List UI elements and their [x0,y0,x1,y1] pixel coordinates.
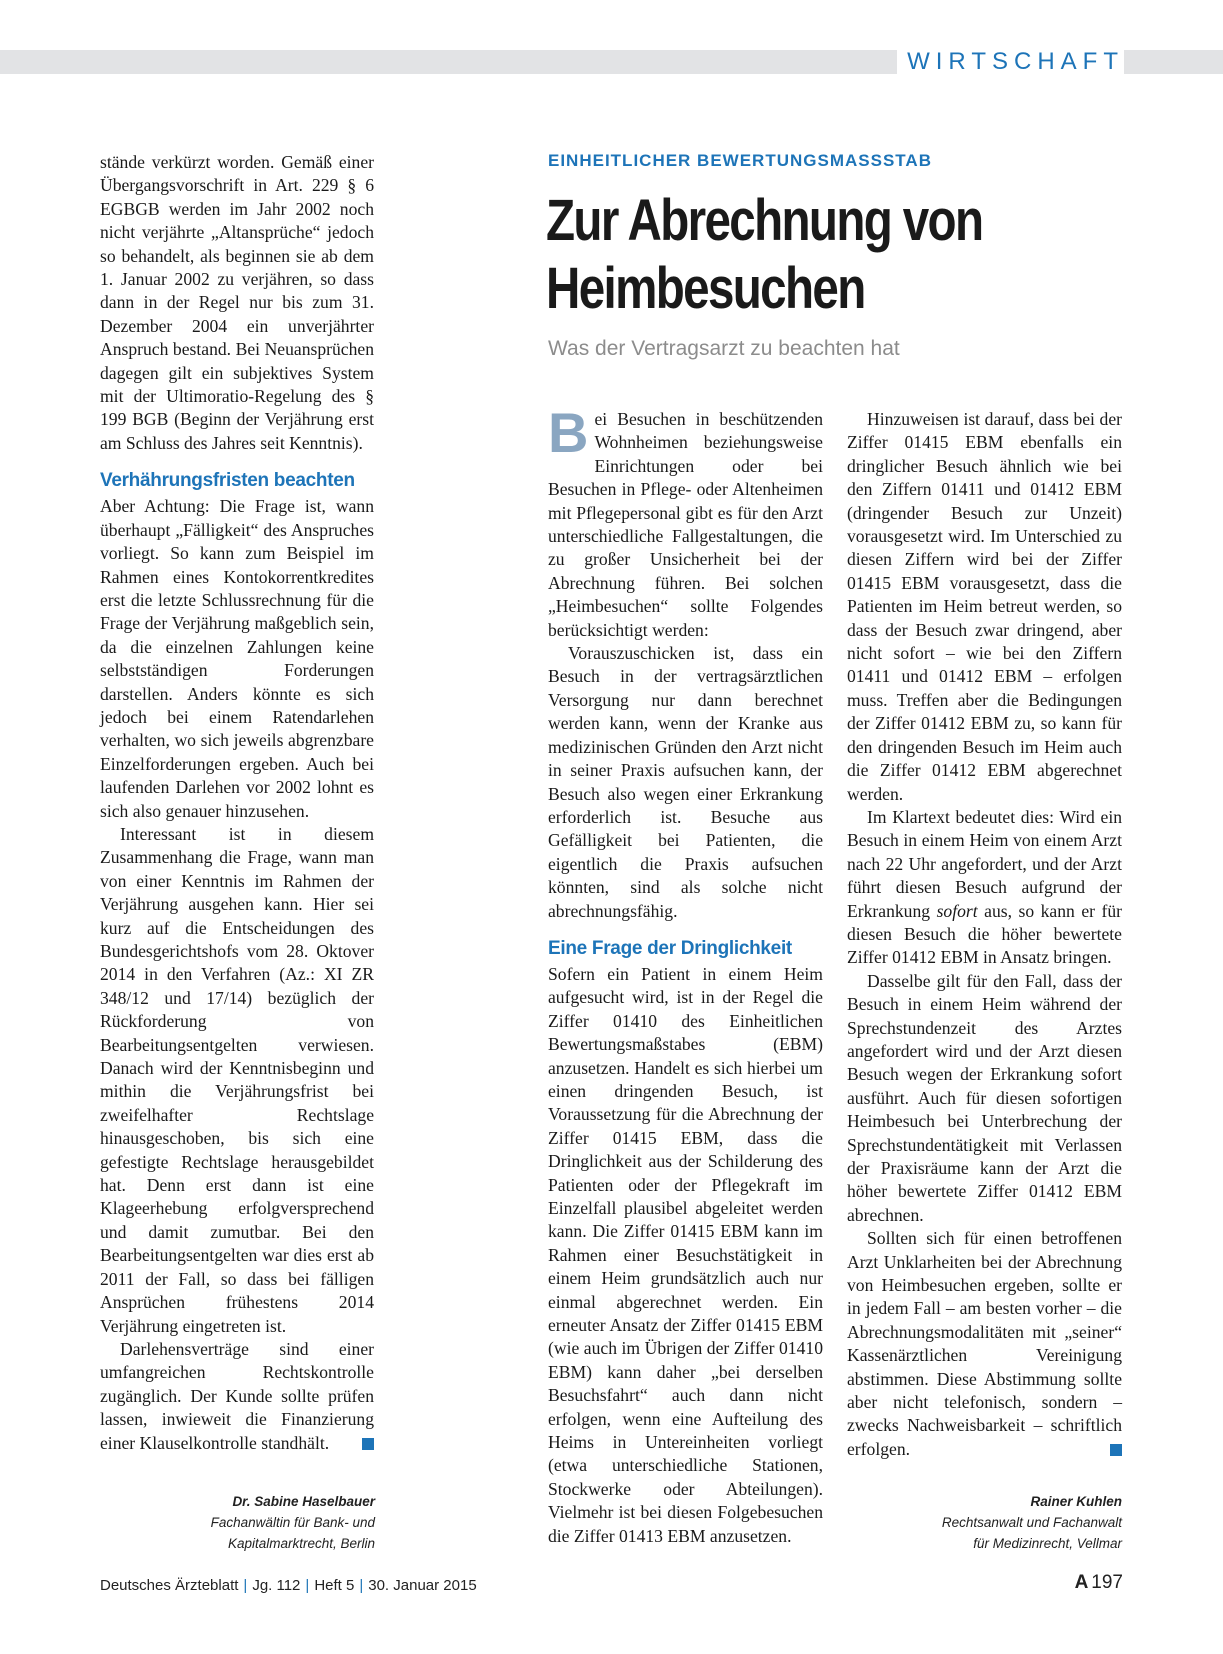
journal-issue: Heft 5 [314,1577,355,1594]
subheading: Eine Frage der Dringlichkeit [548,937,792,959]
page-number-value: 197 [1091,1572,1123,1593]
article-column-right [847,408,1122,1461]
author-name: Dr. Sabine Haselbauer [232,1494,375,1509]
paragraph-text: aus, so kann er für diesen Besuch die höher bewertete Ziffer 01412 EBM in Ansatz bringen. [847,900,1122,968]
article-deck: Was der Vertragsarzt zu beachten hat [548,337,900,360]
paragraph [847,1227,1122,1461]
separator: | [359,1577,364,1594]
article-kicker: EINHEITLICHER BEWERTUNGSMASSSTAB [548,151,932,170]
page-footer [100,1577,477,1594]
article-column-middle [548,401,823,1548]
paragraph: Sofern ein Patient in einem Heim aufgesucht wird, ist in der Regel die Ziffer 01410 des Einheitlichen Bewertungsmaßstabes (EBM) anzusetzen. Handelt es sich hierbei um einen dringenden Besuch, ist Voraussetzung für die Abrechnung der Ziffer 01415 EBM, dass die Dringlichkeit aus der Schilderung des Patienten oder der Pflegekraft im Einzelfall plausibel abgeleitet werden kann. Die Ziffer 01415 EBM kann im Rahmen einer Besuchstätigkeit in einem Heim grundsätzlich auch nur einmal abgerechnet werden. Ein erneuter Ansatz der Ziffer 01415 EBM (wie auch im Übrigen der Ziffer 01410 EBM) kann daher „bei derselben Besuchsfahrt“ auch dann nicht erfolgen, wenn eine Aufteilung des Heims in Untereinheiten vorliegt (etwa unterschiedliche Stationen, Stockwerke oder Abteilungen). Vielmehr ist bei diesen Folgebesuchen die Ziffer 01413 EBM anzusetzen. [548,963,823,1546]
page-prefix: A [1074,1572,1089,1593]
end-mark-icon [1110,1444,1122,1456]
paragraph: Hinzuweisen ist darauf, dass bei der Ziffer 01415 EBM ebenfalls ein dringlicher Besuch ähnlich wie bei den Ziffern 01411 und 01412 EBM (dringender Besuch zur Unzeit) vorausgesetzt wird. Im Unterschied zu diesen Ziffern wird bei der Ziffer 01415 EBM vorausgesetzt, dass die Patienten im Heim betreut werden, so dass der Besuch zwar dringend, aber nicht sofort – wie bei den Ziffern 01411 und 01412 EBM – erfolgen muss. Treffen aber die Bedingungen der Ziffer 01412 EBM zu, so kann für den dringenden Besuch im Heim auch die Ziffer 01412 EBM abgerechnet werden. [847,409,1122,804]
journal-volume: Jg. 112 [252,1577,301,1594]
headline-line: Heimbesuchen [546,256,865,321]
paragraph: Vorauszuschicken ist, dass ein Besuch in der vertragsärztlichen Versorgung nur dann berechnet werden kann, wenn der Kranke aus medizinischen Gründen den Arzt nicht in seiner Praxis aufsuchen kann, der Besuch also wegen einer Erkrankung erforderlich ist. Besuche aus Gefälligkeit bei Patienten, die eigentlich die Praxis aufsuchen könnten, sind als solche nicht abrechnungsfähig. [548,643,823,921]
subheading: Verhährungsfristen beachten [100,470,355,492]
paragraph-text: ei Besuchen in beschützenden Wohnheimen beziehungsweise Einrichtungen oder bei Besuchen in Pflege- oder Altenheimen mit Pflegepersonal gibt es für den Arzt unterschiedliche Fallgestaltungen, die zu großer Unsicherheit bei der Abrechnung führen. Bei solchen „Heimbesuchen“ sollte Folgendes berücksichtigt werden: [548,409,823,640]
paragraph: Aber Achtung: Die Frage ist, wann überhaupt „Fälligkeit“ des Anspruches vorliegt. So kann zum Beispiel im Rahmen eines Kontokorrentkredites erst die letzte Schlussrechnung für die Frage der Verjährung maßgeblich sein, da die einzelnen Zahlungen keine selbstständigen Forderungen darstellen. Anders könnte es sich jedoch bei einem Ratendarlehen verhalten, wo sich jeweils abgrenzbare Einzelforderungen ergeben. Auch bei laufenden Darlehen vor 2002 lohnt es sich also genauer hinzusehen. [100,496,374,821]
previous-article-column [100,151,374,1455]
paragraph-text: Im Klartext bedeutet dies: Wird ein Besuch in einem Heim von einem Arzt nach 22 Uhr angefordert, und der Arzt führt diesen Besuch aufgrund der Erkrankung [847,806,1122,921]
paragraph: stände verkürzt worden. Gemäß einer Übergangsvorschrift in Art. 229 § 6 EGBGB werden im Jahr 2002 noch nicht verjährte „Altansprüche“ jedoch so behandelt, als beginnen sie ab dem 1. Januar 2002 zu verjähren, so dass dann in der Regel nur bis zum 31. Dezember 2004 ein unverjährter Anspruch bestand. Bei Neuansprüchen dagegen gilt ein subjektives System mit der Ultimoratio-Regelung des § 199 BGB (Beginn der Verjährung erst am Schluss des Jahres seit Kenntnis). [100,152,374,453]
separator: | [305,1577,310,1594]
author-role: für Medizinrecht, Vellmar [973,1536,1122,1551]
page-number [1075,1572,1123,1594]
paragraph: Dasselbe gilt für den Fall, dass der Besuch in einem Heim während der Sprechstundenzeit des Arztes angefordert wird und der Arzt diesen Besuch wegen der Erkrankung sofort ausführt. Auch für diesen sofortigen Heimbesuch bei Unterbrechung der Sprechstundentätigkeit mit Verlassen der Praxisräume kann der Arzt die höher bewertete Ziffer 01412 EBM abrechnen. [847,970,1122,1225]
paragraph: Interessant ist in diesem Zusammenhang die Frage, wann man von einer Kenntnis im Rahmen der Verjährung ausgehen kann. Hier sei kurz auf die Entscheidungen des Bundesgerichtshofs vom 28. Oktover 2014 in den Verfahren (Az.: XI ZR 348/12 und 17/14) bezüglich der Rückforderung von Bearbeitungsentgelten verwiesen. Danach wird der Kenntnisbeginn und mithin die Verjährungsfrist bei zweifelhafter Rechtslage hinausgeschoben, bis sich eine gefestigte Rechtslage herausgebildet hat. Denn erst dann ist eine Klageerhebung erfolgversprechend und damit zumutbar. Bei den Bearbeitungsentgelten war dies erst ab 2011 der Fall, so dass bei fälligen Ansprüchen frühestens 2014 Verjährung eingetreten ist. [100,823,374,1336]
author-role: Kapitalmarktrecht, Berlin [227,1536,375,1551]
author-role: Rechtsanwalt und Fachanwalt [941,1515,1122,1530]
paragraph-text: Darlehensverträge sind einer umfangreichen Rechtskontrolle zugänglich. Der Kunde sollte prüfen lassen, inwieweit die Finanzierung einer Klauselkontrolle standhält. [100,1338,374,1453]
separator: | [243,1577,248,1594]
paragraph [548,401,823,642]
paragraph [100,1338,374,1455]
end-mark-icon [362,1438,374,1450]
previous-article-author [115,1491,375,1554]
paragraph-text: Sollten sich für einen betroffenen Arzt Unklarheiten bei der Abrechnung von Heimbesuchen ergeben, sollte er in jedem Fall – am besten vorher – die Abrechnungsmodalitäten mit „seiner“ Kassenärztlichen Vereinigung abstimmen. Diese Abstimmung sollte aber nicht telefonisch, sondern – zwecks Nachweisbarkeit – schriftlich erfolgen. [847,1228,1122,1459]
emphasis: sofort [936,900,978,921]
section-label: WIRTSCHAFT [897,48,1124,76]
paragraph [847,806,1122,970]
headline-line: Zur Abrechnung von [546,188,983,253]
author-name: Rainer Kuhlen [1030,1494,1122,1509]
article-author [862,1491,1122,1554]
drop-cap: B [548,401,589,464]
journal-name: Deutsches Ärzteblatt [100,1577,239,1594]
author-role: Fachanwältin für Bank- und [210,1515,375,1530]
article-headline [546,187,1005,323]
journal-date: 30. Januar 2015 [368,1577,477,1594]
